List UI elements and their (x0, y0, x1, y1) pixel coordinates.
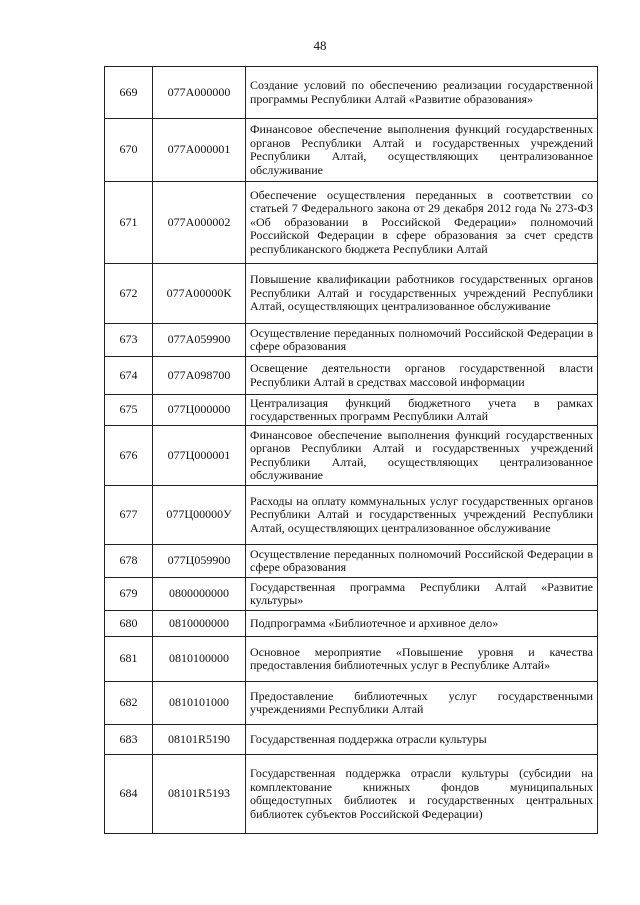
row-code: 08101R5193 (153, 755, 246, 834)
row-code: 077А000000 (153, 67, 246, 119)
table-row (105, 755, 598, 834)
budget-code-table (104, 66, 598, 834)
table-row (105, 545, 598, 578)
table-row (105, 264, 598, 324)
table-row (105, 357, 598, 395)
row-code: 077А059900 (153, 324, 246, 357)
row-code: 077Ц059900 (153, 545, 246, 578)
row-name: Финансовое обеспечение выполнения функций государственных органов Республики Алтай и государственных учреждений Республики Алтай, осуществляющих централизованное обслуживание (246, 119, 598, 182)
table-row (105, 611, 598, 637)
row-number: 669 (105, 67, 153, 119)
row-name: Обеспечение осуществления переданных в соответствии со статьей 7 Федерального закона от 29 декабря 2012 года № 273-ФЗ «Об образовании в Российской Федерации» полномочий Российской Федерации в сфере образования за счет средств республиканского бюджета Республики Алтай (246, 182, 598, 264)
row-name: Осуществление переданных полномочий Российской Федерации в сфере образования (246, 324, 598, 357)
row-code: 08101R5190 (153, 725, 246, 755)
row-number: 670 (105, 119, 153, 182)
table-row (105, 578, 598, 611)
row-name: Осуществление переданных полномочий Российской Федерации в сфере образования (246, 545, 598, 578)
table-row (105, 637, 598, 682)
table-row (105, 426, 598, 486)
row-number: 675 (105, 395, 153, 426)
row-code: 077А000001 (153, 119, 246, 182)
row-number: 678 (105, 545, 153, 578)
row-name: Подпрограмма «Библиотечное и архивное дело» (246, 611, 598, 637)
table-row (105, 67, 598, 119)
row-name: Повышение квалификации работников государственных органов Республики Алтай и государственных учреждений Республики Алтай, осуществляющих централизованное обслуживание (246, 264, 598, 324)
table-row (105, 119, 598, 182)
row-code: 077А000002 (153, 182, 246, 264)
row-name: Государственная программа Республики Алтай «Развитие культуры» (246, 578, 598, 611)
table-row (105, 725, 598, 755)
row-number: 672 (105, 264, 153, 324)
page-number: 48 (313, 38, 327, 53)
row-name: Основное мероприятие «Повышение уровня и качества предоставления библиотечных услуг в Республике Алтай» (246, 637, 598, 682)
row-code: 077А00000К (153, 264, 246, 324)
row-code: 077Ц00000У (153, 486, 246, 545)
table-row (105, 182, 598, 264)
row-number: 683 (105, 725, 153, 755)
row-name: Финансовое обеспечение выполнения функций государственных органов Республики Алтай и государственных учреждений Республики Алтай, осуществляющих централизованное обслуживание (246, 426, 598, 486)
row-number: 680 (105, 611, 153, 637)
row-number: 681 (105, 637, 153, 682)
row-name: Создание условий по обеспечению реализации государственной программы Республики Алтай «Развитие образования» (246, 67, 598, 119)
row-name: Расходы на оплату коммунальных услуг государственных органов Республики Алтай и государственных учреждений Республики Алтай, осуществляющих централизованное обслуживание (246, 486, 598, 545)
row-name: Государственная поддержка отрасли культуры (субсидии на комплектование книжных фондов муниципальных общедоступных библиотек и государственных центральных библиотек субъектов Российской Федерации) (246, 755, 598, 834)
row-number: 676 (105, 426, 153, 486)
row-name: Централизация функций бюджетного учета в рамках государственных программ Республики Алтай (246, 395, 598, 426)
row-code: 077Ц000001 (153, 426, 246, 486)
row-number: 671 (105, 182, 153, 264)
row-number: 673 (105, 324, 153, 357)
row-code: 077А098700 (153, 357, 246, 395)
table-row (105, 324, 598, 357)
row-name: Государственная поддержка отрасли культуры (246, 725, 598, 755)
row-number: 677 (105, 486, 153, 545)
row-number: 674 (105, 357, 153, 395)
row-code: 0810000000 (153, 611, 246, 637)
row-number: 684 (105, 755, 153, 834)
row-code: 0800000000 (153, 578, 246, 611)
table-row (105, 395, 598, 426)
row-name: Освещение деятельности органов государственной власти Республики Алтай в средствах массовой информации (246, 357, 598, 395)
row-name: Предоставление библиотечных услуг государственными учреждениями Республики Алтай (246, 682, 598, 725)
row-code: 077Ц000000 (153, 395, 246, 426)
row-number: 679 (105, 578, 153, 611)
row-code: 0810100000 (153, 637, 246, 682)
row-code: 0810101000 (153, 682, 246, 725)
table-row (105, 682, 598, 725)
row-number: 682 (105, 682, 153, 725)
table-row (105, 486, 598, 545)
